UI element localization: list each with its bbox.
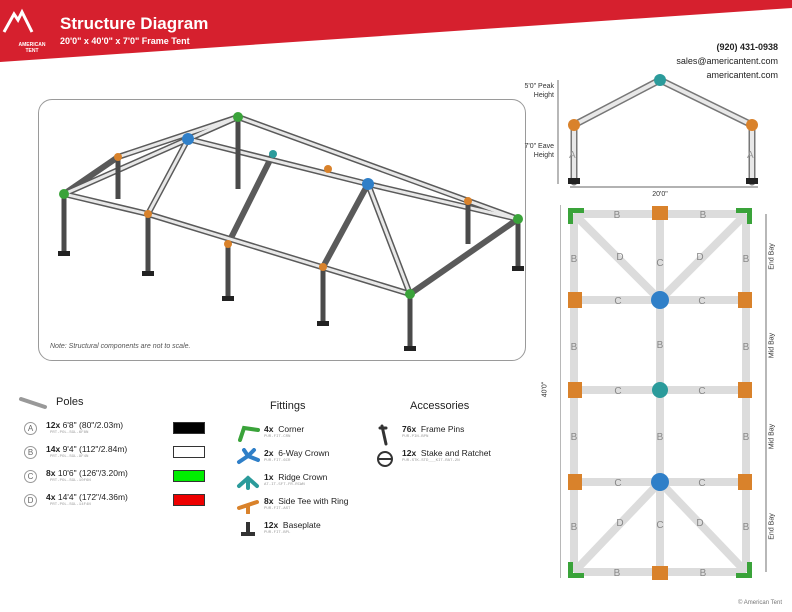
pole-row-d	[24, 492, 194, 510]
pole-letter: B	[24, 446, 37, 459]
accessory-name: Frame Pins	[420, 424, 465, 434]
six-way-crown-icon	[236, 448, 260, 471]
isometric-frame-drawing	[38, 99, 526, 361]
plan-label-d-3: D	[616, 518, 624, 529]
fitting-row	[236, 472, 366, 494]
fitting-qty: 1x	[264, 472, 274, 482]
width-dimension-label: 20'0"	[652, 191, 668, 198]
fitting-description	[264, 520, 321, 530]
fitting-name: Side Tee with Ring	[278, 496, 349, 506]
fitting-description	[264, 472, 327, 482]
pole-description	[46, 444, 127, 454]
plan-label-b-bottom-right: B	[699, 568, 707, 579]
bay-label-2: Mid Bay	[768, 332, 776, 359]
pole-row-b	[24, 444, 194, 462]
accessory-sku: PUR-STK-STD___KIT-RAT-2N	[402, 459, 460, 463]
plan-label-b-bottom-left: B	[613, 568, 621, 579]
plan-label-b-center-1: B	[656, 340, 664, 351]
plan-label-c-6: C	[614, 478, 622, 489]
peak-height-label: 5'0" Peak Height	[524, 83, 554, 99]
fitting-sku: PUR-FIT-CRN	[264, 435, 291, 439]
fitting-row	[236, 520, 366, 542]
fitting-qty: 4x	[264, 424, 274, 434]
pole-letter: A	[24, 422, 37, 435]
pole-sku: PRT-POL-SGL-9F4N	[50, 455, 89, 459]
pole-color-swatch	[173, 494, 205, 506]
fitting-sku: AT-IT-5FT-FR-RCWN	[264, 483, 305, 487]
page-title: Structure Diagram	[60, 14, 209, 33]
side-tee-icon	[236, 496, 260, 519]
pole-size: 9'4" (112"/2.84m)	[62, 444, 128, 454]
frame-pin-icon	[374, 424, 396, 451]
side-pole-letter-right: A	[747, 150, 754, 161]
fitting-name: Baseplate	[282, 520, 321, 530]
accessory-qty: 76x	[402, 424, 417, 434]
plan-label-b-top-right: B	[699, 210, 707, 221]
pole-sku: PRT-POL-SGL-14F4N	[50, 503, 91, 507]
baseplate-icon	[236, 520, 260, 543]
pole-row-c	[24, 468, 194, 486]
pole-sku: PRT-POL-SGL-10F6N	[50, 479, 91, 483]
fitting-name: Ridge Crown	[278, 472, 328, 482]
accessory-description	[402, 448, 491, 458]
structural-note: Note: Structural components are not to scale.	[50, 343, 191, 350]
fitting-row	[236, 496, 366, 518]
pole-row-a	[24, 420, 194, 438]
fittings-title: Fittings	[270, 400, 306, 412]
pole-color-swatch	[173, 470, 205, 482]
plan-label-c-7: C	[698, 478, 706, 489]
contact-phone[interactable]: (920) 431-0938	[716, 42, 778, 52]
fitting-sku: PUR-FIT-AST	[264, 507, 291, 511]
side-elevation-drawing	[556, 70, 776, 190]
fitting-qty: 8x	[264, 496, 274, 506]
plan-label-c-2: C	[614, 296, 622, 307]
plan-label-b-right-2: B	[742, 342, 750, 353]
pole-letter: D	[24, 494, 37, 507]
ridge-crown-icon	[236, 472, 260, 495]
plan-label-b-left-3: B	[570, 432, 578, 443]
fitting-description	[264, 496, 348, 506]
plan-label-b-top-left: B	[613, 210, 621, 221]
accessory-qty: 12x	[402, 448, 417, 458]
length-dimension-label: 40'0"	[541, 381, 549, 398]
plan-label-b-right-4: B	[742, 522, 750, 533]
accessories-title: Accessories	[410, 400, 470, 412]
pole-color-swatch	[173, 446, 205, 458]
accessory-sku: PUR-PIN-BPN	[402, 435, 429, 439]
contact-website[interactable]: americantent.com	[706, 70, 778, 80]
fitting-name: Corner	[278, 424, 305, 434]
pole-size: 14'4" (172"/4.36m)	[57, 492, 128, 502]
plan-label-b-right-3: B	[742, 432, 750, 443]
fitting-name: 6-Way Crown	[278, 448, 330, 458]
fitting-row	[236, 424, 366, 446]
plan-label-c-8: C	[656, 520, 664, 531]
accessory-name: Stake and Ratchet	[420, 448, 491, 458]
plan-label-d-1: D	[616, 252, 624, 263]
pole-description	[46, 468, 128, 478]
pole-description	[46, 492, 128, 502]
plan-label-b-left-4: B	[570, 522, 578, 533]
plan-view-drawing	[560, 200, 788, 585]
header-banner	[0, 0, 792, 62]
american-tent-logo-icon	[0, 0, 36, 40]
page-subtitle: 20'0" x 40'0" x 7'0" Frame Tent	[60, 36, 190, 46]
pole-qty: 8x	[46, 468, 56, 478]
fitting-row	[236, 448, 366, 470]
fitting-qty: 2x	[264, 448, 274, 458]
contact-email[interactable]: sales@americantent.com	[676, 56, 778, 66]
pole-color-swatch	[173, 422, 205, 434]
bay-label-1: End Bay	[768, 243, 776, 270]
accessory-description	[402, 424, 464, 434]
accessory-row	[374, 424, 504, 446]
fitting-description	[264, 424, 304, 434]
plan-label-c-5: C	[698, 386, 706, 397]
plan-label-b-center-2: B	[656, 432, 664, 443]
pole-size: 10'6" (126"/3.20m)	[57, 468, 128, 478]
pole-qty: 14x	[46, 444, 61, 454]
pole-letter: C	[24, 470, 37, 483]
pole-size: 6'8" (80"/2.03m)	[62, 420, 124, 430]
plan-label-c-3: C	[698, 296, 706, 307]
plan-label-b-right-1: B	[742, 254, 750, 265]
fitting-qty: 12x	[264, 520, 279, 530]
side-pole-letter-left: A	[569, 150, 576, 161]
plan-label-c-4: C	[614, 386, 622, 397]
bay-label-4: End Bay	[768, 513, 776, 540]
bay-label-3: Mid Bay	[768, 423, 776, 450]
plan-label-b-left-2: B	[570, 342, 578, 353]
plan-label-b-left-1: B	[570, 254, 578, 265]
pole-description	[46, 420, 123, 430]
poles-title: Poles	[56, 396, 84, 408]
logo-text: AMERICAN TENT	[18, 42, 46, 54]
accessory-row	[374, 448, 504, 470]
plan-label-c-1: C	[656, 258, 664, 269]
copyright-text: © American Tent	[738, 600, 782, 606]
fitting-description	[264, 448, 329, 458]
plan-label-d-2: D	[696, 252, 704, 263]
fitting-sku: PUR-FIT-6CR	[264, 459, 291, 463]
pole-qty: 4x	[46, 492, 56, 502]
pole-icon	[18, 395, 48, 411]
pole-qty: 12x	[46, 420, 61, 430]
pole-sku: PRT-POL-SGL-6F8N	[50, 431, 89, 435]
corner-fitting-icon	[236, 424, 260, 447]
eave-height-label: 7'0" Eave Height	[524, 143, 554, 159]
plan-label-d-4: D	[696, 518, 704, 529]
fitting-sku: PUR-FIT-BPL	[264, 531, 291, 535]
stake-ratchet-icon	[374, 448, 396, 475]
